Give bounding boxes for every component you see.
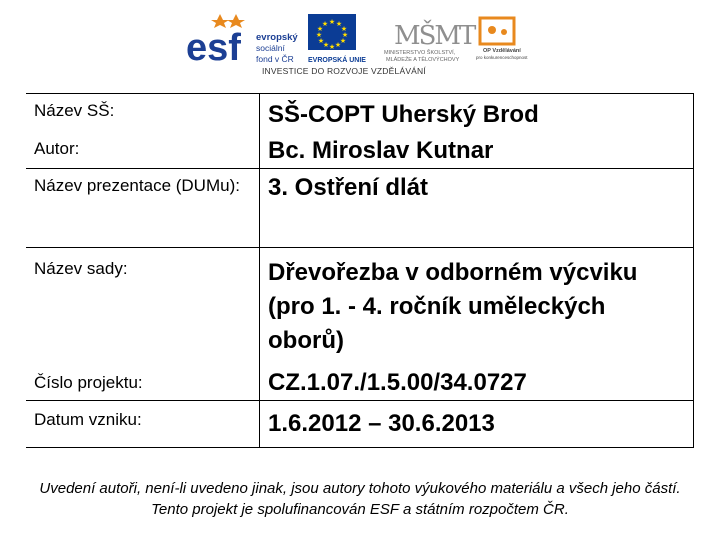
svg-text:★: ★ bbox=[340, 25, 348, 33]
svg-text:OP Vzdělávání: OP Vzdělávání bbox=[483, 48, 521, 54]
info-table bbox=[26, 93, 694, 448]
svg-text:★: ★ bbox=[317, 37, 325, 45]
project-label: Číslo projektu: bbox=[34, 373, 143, 392]
svg-text:MLÁDEŽE A TĚLOVÝCHOVY: MLÁDEŽE A TĚLOVÝCHOVY bbox=[386, 57, 460, 63]
school-value: SŠ-COPT Uherský Brod bbox=[260, 94, 694, 133]
svg-text:★: ★ bbox=[321, 20, 329, 28]
set-value: Dřevořezba v odborném výcviku (pro 1. - 4. ročník uměleckých oborů) bbox=[260, 248, 694, 363]
svg-text:★: ★ bbox=[334, 41, 342, 49]
eu-flag bbox=[308, 14, 366, 64]
school-label: Název SŠ: bbox=[26, 94, 260, 133]
esf-letters: esf bbox=[186, 27, 241, 69]
date-value: 1.6.2012 – 30.6.2013 bbox=[260, 401, 694, 448]
esf-logo bbox=[186, 14, 298, 69]
date-label: Datum vzniku: bbox=[26, 401, 260, 448]
title-value: 3. Ostření dlát bbox=[260, 169, 694, 248]
op-logo bbox=[476, 18, 528, 60]
author-label: Autor: bbox=[34, 139, 80, 158]
footer-note: Uvedení autoři, není-li uvedeno jinak, jsou autory tohoto výukového materiálu a všech jeho částí. Tento projekt je spolufinancován ESF a státním rozpočtem ČR. bbox=[39, 480, 681, 518]
svg-text:★: ★ bbox=[322, 41, 330, 49]
svg-text:sociální: sociální bbox=[256, 43, 285, 53]
svg-text:pro konkurenceschopnost: pro konkurenceschopnost bbox=[476, 55, 528, 60]
svg-text:★: ★ bbox=[339, 37, 347, 45]
title-label: Název prezentace (DUMu): bbox=[26, 169, 260, 248]
svg-text:★: ★ bbox=[328, 18, 336, 26]
svg-text:MŠMT: MŠMT bbox=[394, 21, 475, 51]
svg-text:★: ★ bbox=[315, 31, 323, 39]
msmt-logo bbox=[384, 19, 477, 63]
svg-text:★: ★ bbox=[316, 25, 324, 33]
set-label: Název sady: bbox=[34, 259, 128, 278]
author-value: Bc. Miroslav Kutnar bbox=[260, 132, 694, 169]
logos-caption: INVESTICE DO ROZVOJE VZDĚLÁVÁNÍ bbox=[262, 66, 426, 76]
svg-text:evropský: evropský bbox=[256, 32, 298, 43]
svg-text:★: ★ bbox=[335, 20, 343, 28]
svg-text:fond v ČR: fond v ČR bbox=[256, 54, 294, 64]
svg-text:★: ★ bbox=[328, 43, 336, 51]
svg-text:MINISTERSTVO ŠKOLSTVÍ,: MINISTERSTVO ŠKOLSTVÍ, bbox=[384, 50, 456, 56]
svg-text:EVROPSKÁ UNIE: EVROPSKÁ UNIE bbox=[308, 57, 366, 64]
project-value: CZ.1.07./1.5.00/34.0727 bbox=[260, 362, 694, 401]
svg-text:★: ★ bbox=[341, 31, 349, 39]
